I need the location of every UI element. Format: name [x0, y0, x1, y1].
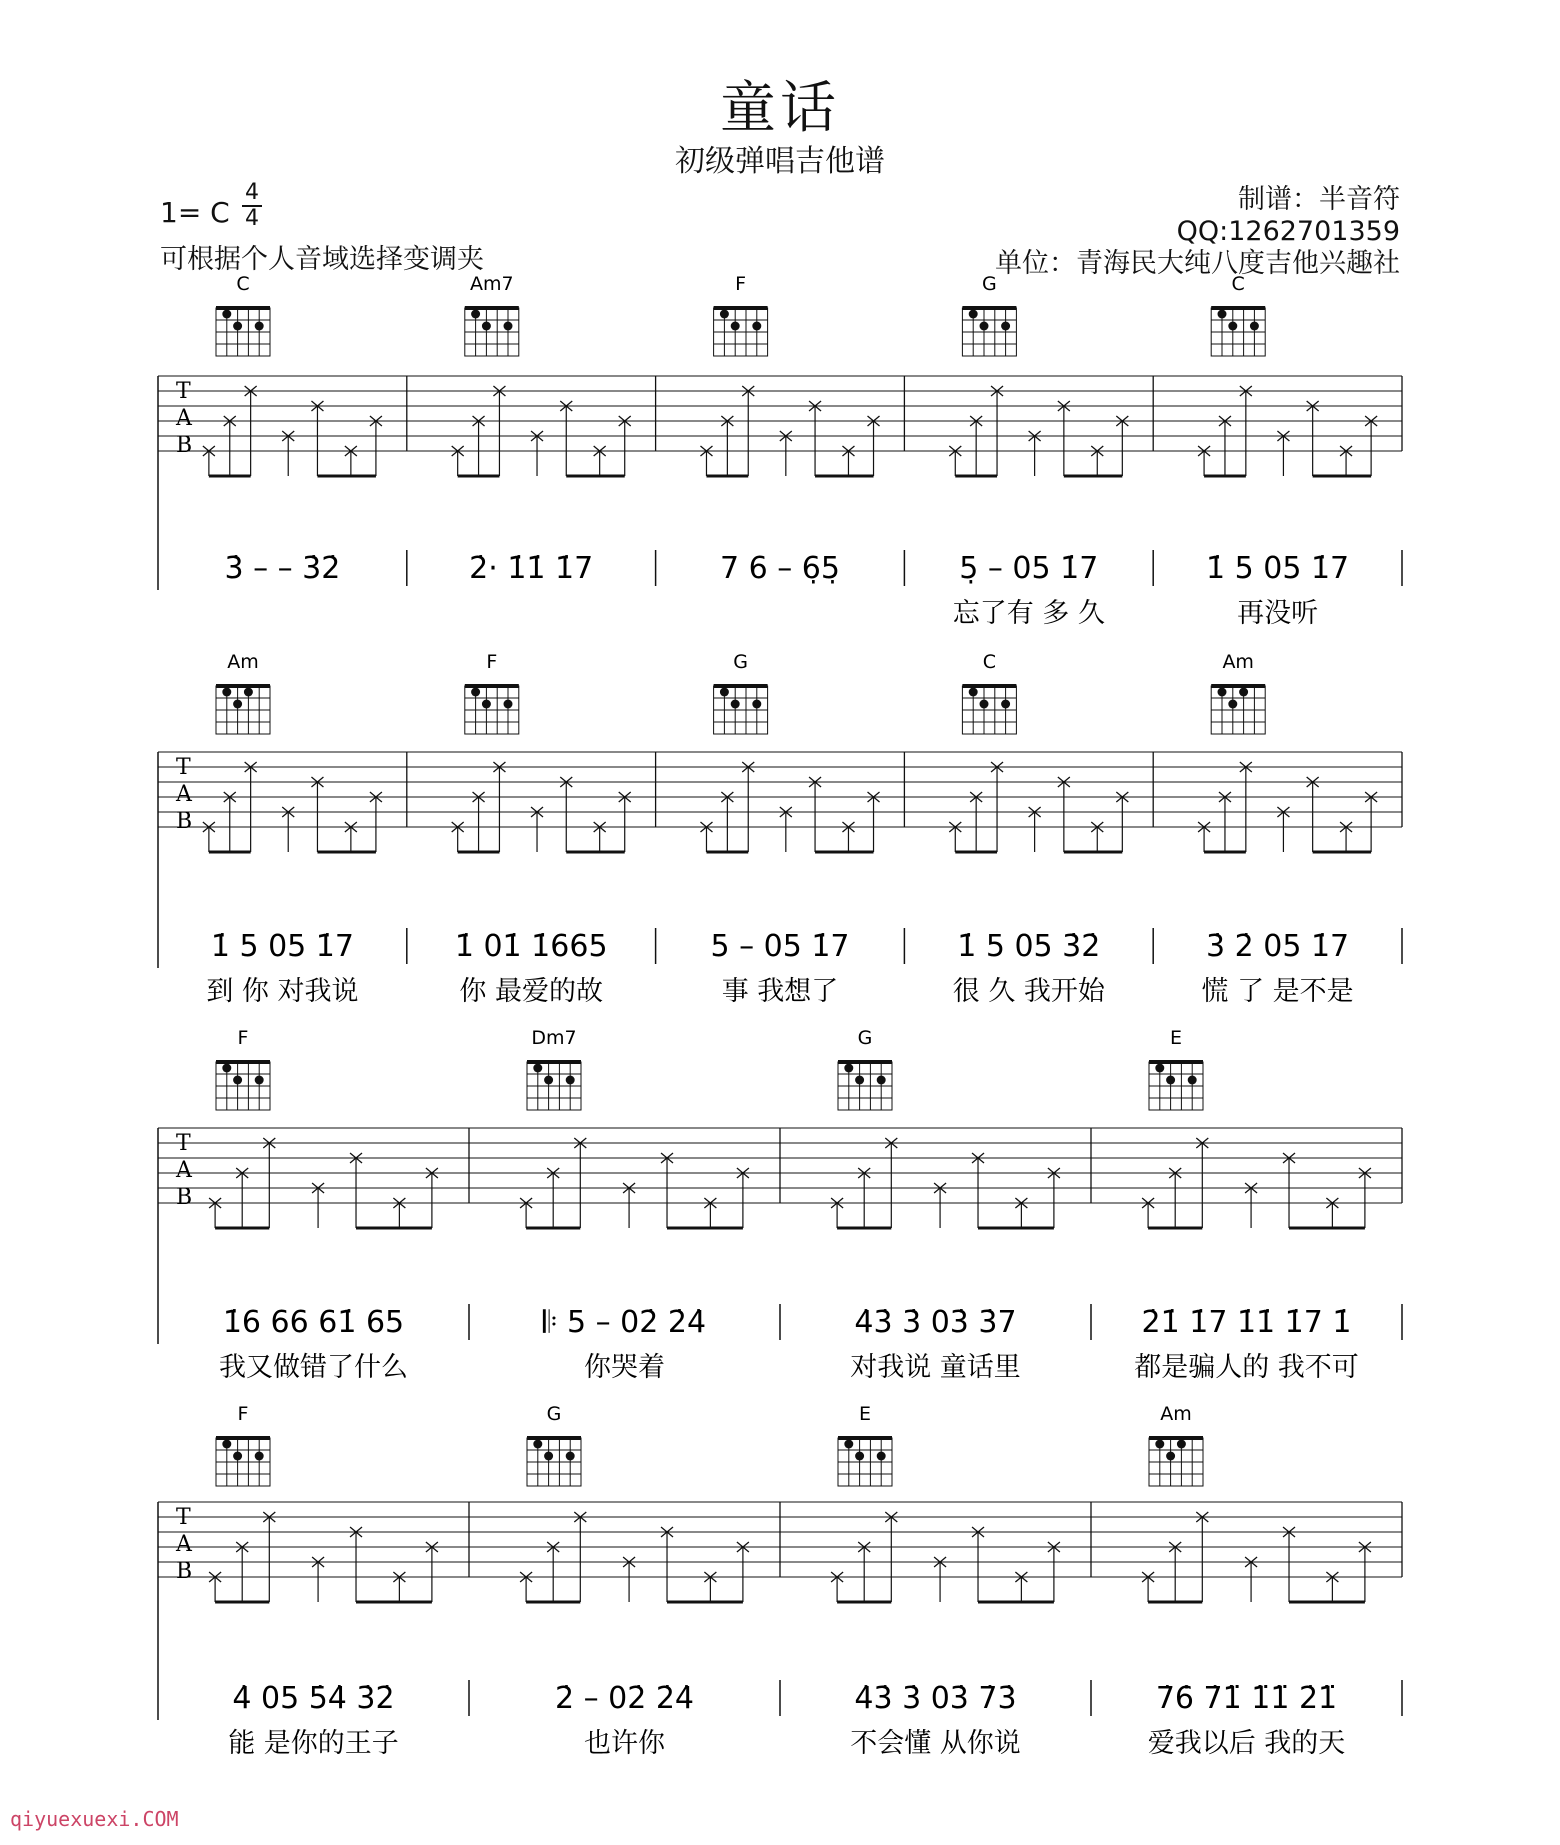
tab-label-letter: A: [176, 782, 192, 807]
finger-dot: [1228, 322, 1237, 331]
tab-label-letter: A: [176, 1158, 192, 1183]
lyric-line: 爱我以后 我的天: [1147, 1728, 1346, 1759]
lyric-line: 也许你: [584, 1728, 665, 1759]
finger-dot: [844, 1064, 853, 1073]
finger-dot: [222, 1064, 231, 1073]
lyric-line: 都是骗人的 我不可: [1134, 1352, 1359, 1383]
jianpu-measure: 4̇3̇ 3̇ 03̇ 7̇3̇: [854, 1681, 1017, 1716]
finger-dot: [720, 310, 729, 319]
jianpu-measure: 1̇6 66 61̇ 65: [222, 1305, 405, 1340]
chord-name: G: [982, 273, 997, 295]
finger-dot: [482, 322, 491, 331]
finger-dot: [855, 1076, 864, 1085]
finger-dot: [222, 1440, 231, 1449]
finger-dot: [544, 1076, 553, 1085]
finger-dot: [1166, 1452, 1175, 1461]
finger-dot: [1166, 1076, 1175, 1085]
finger-dot: [1177, 1440, 1186, 1449]
lyric-line: 你 最爱的故: [459, 976, 603, 1007]
finger-dot: [1155, 1064, 1164, 1073]
finger-dot: [544, 1452, 553, 1461]
lyric-line: 对我说 童话里: [850, 1352, 1021, 1383]
tab-label-letter: A: [176, 406, 192, 431]
finger-dot: [877, 1076, 886, 1085]
finger-dot: [1188, 1076, 1197, 1085]
jianpu-measure: 5 – 05 1̇7: [710, 929, 850, 964]
jianpu-measure: 1̇ 5 05 1̇7: [210, 929, 354, 964]
finger-dot: [471, 310, 480, 319]
chord-name: C: [236, 273, 250, 295]
lyric-line: 能 是你的王子: [228, 1728, 399, 1759]
chord-name: E: [858, 1403, 872, 1425]
chord-name: F: [735, 273, 747, 295]
finger-dot: [504, 700, 513, 709]
finger-dot: [533, 1440, 542, 1449]
finger-dot: [731, 700, 740, 709]
qq-credit: QQ:1262701359: [1176, 216, 1400, 247]
finger-dot: [566, 1076, 575, 1085]
finger-dot: [752, 700, 761, 709]
jianpu-measure: 𝄆 5 – 02̇ 2̇4̇: [542, 1305, 707, 1340]
finger-dot: [752, 322, 761, 331]
finger-dot: [233, 1452, 242, 1461]
key-signature: 1= C: [160, 196, 230, 229]
tab-label-letter: B: [176, 433, 193, 458]
chord-name: E: [1169, 1027, 1183, 1049]
jianpu-measure: 1̇ 5 05 3̇2̇: [957, 929, 1101, 964]
chord-name: C: [982, 651, 997, 673]
lyric-line: 到 你 对我说: [206, 976, 359, 1007]
finger-dot: [255, 1452, 264, 1461]
chord-name: Am: [1222, 651, 1254, 673]
chord-name: Am: [1160, 1403, 1192, 1425]
jianpu-measure: 3̇ – – 3̇2̇: [224, 551, 341, 586]
tab-label-letter: T: [176, 379, 191, 404]
lyric-line: 我又做错了什么: [219, 1352, 408, 1383]
jianpu-measure: 7̇6̇ 7̇1̈ 1̈1̈ 2̇1̈: [1155, 1681, 1338, 1716]
finger-dot: [471, 688, 480, 697]
jianpu-measure: 4̇ 05 5̇4̇ 3̇2̇: [232, 1681, 395, 1716]
tab-label-letter: T: [176, 1505, 191, 1530]
capo-note: 可根据个人音域选择变调夹: [160, 244, 484, 275]
chord-name: C: [1231, 273, 1245, 295]
finger-dot: [969, 688, 978, 697]
tab-label-letter: B: [176, 1185, 193, 1210]
finger-dot: [1250, 322, 1259, 331]
finger-dot: [533, 1064, 542, 1073]
finger-dot: [980, 322, 989, 331]
finger-dot: [1155, 1440, 1164, 1449]
jianpu-measure: 2̇1̇ 1̇7 1̇1̇ 1̇7 1̇: [1141, 1305, 1352, 1340]
lyric-line: 再没听: [1237, 598, 1319, 629]
finger-dot: [1001, 700, 1010, 709]
lyric-line: 事 我想了: [721, 976, 839, 1007]
jianpu-measure: 7 6 – 6̣5̣: [720, 551, 840, 586]
finger-dot: [720, 688, 729, 697]
chord-name: F: [237, 1027, 249, 1049]
chord-name: F: [237, 1403, 249, 1425]
finger-dot: [222, 688, 231, 697]
jianpu-measure: 1̇ 5 05 1̇7: [1206, 551, 1350, 586]
tab-label-letter: T: [176, 755, 191, 780]
finger-dot: [504, 322, 513, 331]
time-signature-bottom: 4: [245, 206, 259, 231]
finger-dot: [731, 322, 740, 331]
jianpu-measure: 2̇· 1̇1̇ 1̇7: [469, 551, 594, 586]
finger-dot: [255, 322, 264, 331]
finger-dot: [1239, 688, 1248, 697]
lyric-line: 忘了有 多 久: [952, 598, 1105, 629]
jianpu-measure: 4̇3̇ 3̇ 03̇ 3̇7: [854, 1305, 1017, 1340]
song-title: 童话: [720, 76, 840, 141]
tab-label-letter: A: [176, 1532, 192, 1557]
chord-name: Dm7: [531, 1027, 577, 1049]
watermark: qiyuexuexi.COM: [10, 1807, 179, 1831]
arranger-credit: 制谱：半音符: [1238, 184, 1400, 215]
organization-credit: 单位：青海民大纯八度吉他兴趣社: [995, 248, 1400, 279]
song-subtitle: 初级弹唱吉他谱: [675, 144, 885, 179]
finger-dot: [482, 700, 491, 709]
lyric-line: 你哭着: [584, 1352, 665, 1383]
finger-dot: [1001, 322, 1010, 331]
finger-dot: [233, 700, 242, 709]
chord-name: F: [486, 651, 498, 673]
finger-dot: [877, 1452, 886, 1461]
chord-name: Am7: [469, 273, 514, 295]
finger-dot: [244, 688, 253, 697]
tab-label-letter: T: [176, 1131, 191, 1156]
tab-label-letter: B: [176, 1559, 193, 1584]
finger-dot: [1228, 700, 1237, 709]
finger-dot: [1218, 310, 1227, 319]
finger-dot: [255, 1076, 264, 1085]
chord-name: Am: [227, 651, 259, 673]
tab-label-letter: B: [176, 809, 193, 834]
jianpu-measure: 5̣ – 05 1̇7: [959, 551, 1099, 586]
finger-dot: [233, 1076, 242, 1085]
chord-name: G: [546, 1403, 562, 1425]
chord-name: G: [733, 651, 748, 673]
finger-dot: [969, 310, 978, 319]
finger-dot: [566, 1452, 575, 1461]
jianpu-measure: 1̇ 01̇ 1̇665: [454, 929, 608, 964]
lyric-line: 慌 了 是不是: [1201, 976, 1354, 1007]
finger-dot: [233, 322, 242, 331]
finger-dot: [844, 1440, 853, 1449]
lyric-line: 不会懂 从你说: [850, 1728, 1021, 1759]
lyric-line: 很 久 我开始: [952, 976, 1105, 1007]
finger-dot: [855, 1452, 864, 1461]
jianpu-measure: 3̇ 2̇ 05 1̇7: [1206, 929, 1350, 964]
time-signature-top: 4: [245, 180, 259, 205]
chord-name: G: [857, 1027, 873, 1049]
finger-dot: [222, 310, 231, 319]
jianpu-measure: 2̇ – 02̇ 2̇4̇: [554, 1681, 695, 1716]
finger-dot: [1218, 688, 1227, 697]
finger-dot: [980, 700, 989, 709]
